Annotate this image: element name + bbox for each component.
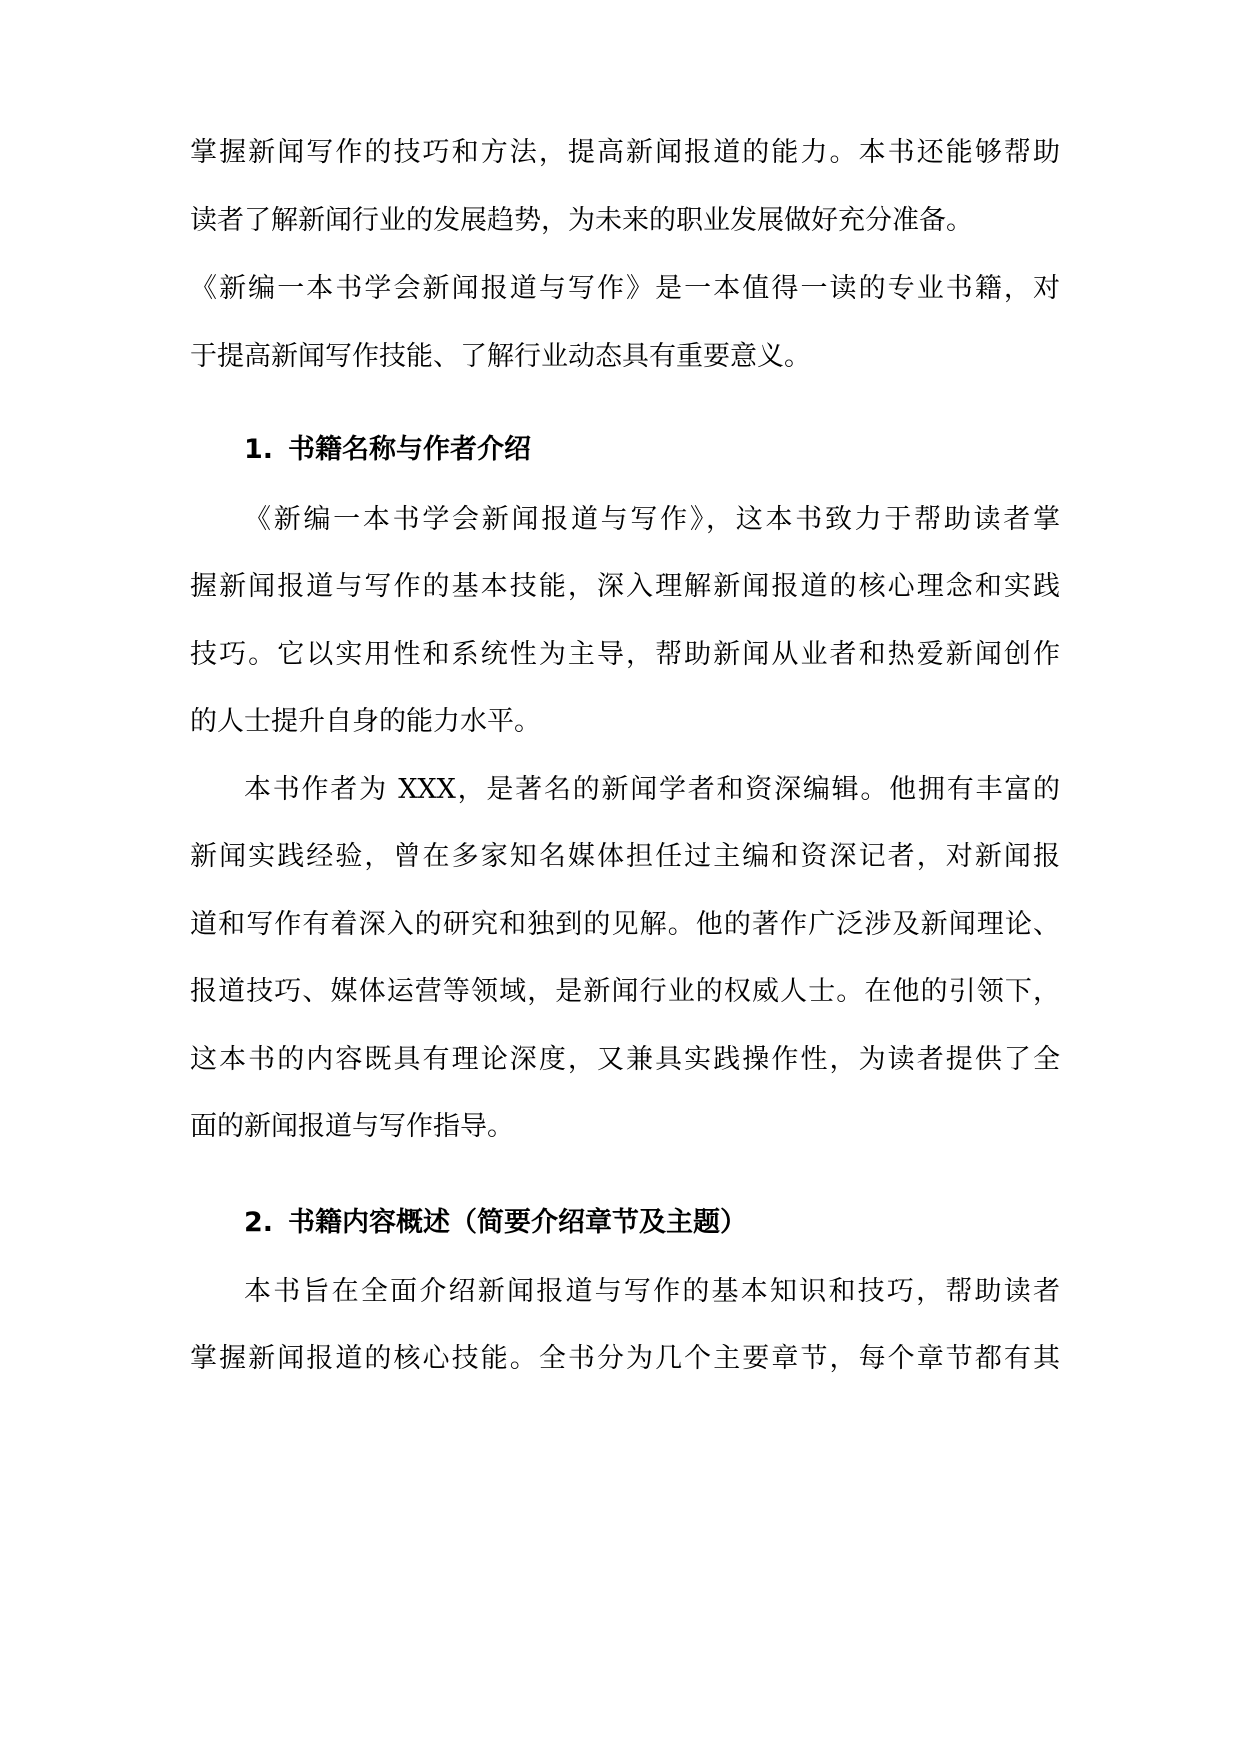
section-2-para-1-line-1: 本书旨在全面介绍新闻报道与写作的基本知识和技巧，帮助读者 <box>244 1276 1060 1307</box>
section-1-heading <box>244 430 531 470</box>
section-1-para-2-line-2: 新闻实践经验，曾在多家知名媒体担任过主编和资深记者，对新闻报 <box>190 841 1060 872</box>
section-1-para-1-line-1: 《新编一本书学会新闻报道与写作》，这本书致力于帮助读者掌 <box>244 504 1060 535</box>
section-2-heading <box>244 1203 747 1243</box>
intro-line-1: 掌握新闻写作的技巧和方法，提高新闻报道的能力。本书还能够帮助 <box>190 137 1060 168</box>
section-2-title: 书籍内容概述（简要介绍章节及主题） <box>288 1207 747 1238</box>
intro-line-3: 《新编一本书学会新闻报道与写作》是一本值得一读的专业书籍，对 <box>190 273 1060 304</box>
section-1-para-2-line-4: 报道技巧、媒体运营等领域，是新闻行业的权威人士。在他的引领下， <box>190 976 1060 1007</box>
section-1-para-2-line-1: 本书作者为 XXX，是著名的新闻学者和资深编辑。他拥有丰富的 <box>244 774 1060 805</box>
section-1-para-1-line-2: 握新闻报道与写作的基本技能，深入理解新闻报道的核心理念和实践 <box>190 571 1060 602</box>
section-1-para-1-line-3: 技巧。它以实用性和系统性为主导，帮助新闻从业者和热爱新闻创作 <box>190 639 1060 670</box>
section-1-number: 1. <box>244 434 274 465</box>
intro-line-2: 读者了解新闻行业的发展趋势，为未来的职业发展做好充分准备。 <box>190 205 973 236</box>
section-1-para-2-line-3: 道和写作有着深入的研究和独到的见解。他的著作广泛涉及新闻理论、 <box>190 909 1060 940</box>
section-2-number: 2. <box>244 1207 274 1238</box>
intro-line-4: 于提高新闻写作技能、了解行业动态具有重要意义。 <box>190 341 811 372</box>
document-page <box>190 0 1060 1754</box>
section-1-para-1-line-4: 的人士提升自身的能力水平。 <box>190 706 541 737</box>
section-1-para-2-line-5: 这本书的内容既具有理论深度，又兼具实践操作性，为读者提供了全 <box>190 1044 1060 1075</box>
section-1-para-2-line-6: 面的新闻报道与写作指导。 <box>190 1111 514 1142</box>
section-1-title: 书籍名称与作者介绍 <box>288 434 531 465</box>
section-2-para-1-line-2: 掌握新闻报道的核心技能。全书分为几个主要章节，每个章节都有其 <box>190 1343 1060 1374</box>
